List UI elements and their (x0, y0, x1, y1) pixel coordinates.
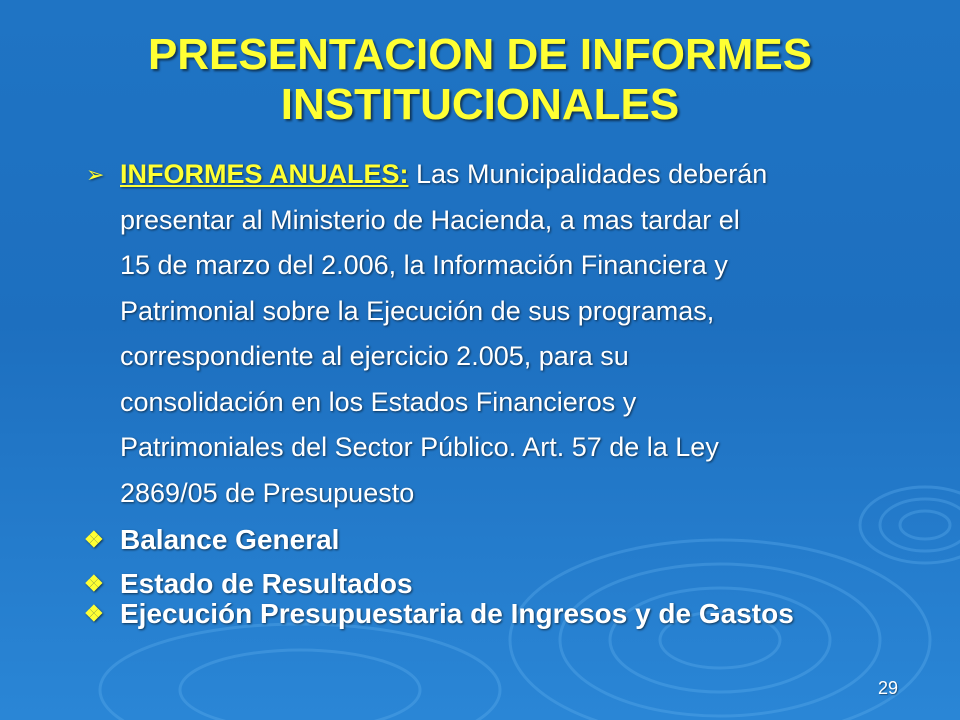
diamond-bullet-icon: ❖ (84, 527, 104, 552)
paragraph-line: INFORMES ANUALES: Las Municipalidades deberán (120, 159, 768, 189)
title-line-2: INSTITUCIONALES (280, 80, 680, 129)
list-item: ❖ Estado de Resultados (82, 562, 902, 606)
paragraph-line: correspondiente al ejercicio 2.005, para su (120, 341, 629, 371)
paragraph-line: consolidación en los Estados Financieros y (120, 386, 637, 417)
paragraph-line: 15 de marzo del 2.006, la Información Financiera y (120, 250, 728, 280)
paragraph-line: 2869/05 de Presupuesto (120, 477, 415, 508)
list-item: ❖ Balance General (82, 520, 902, 560)
diamond-bullet-icon: ❖ (84, 601, 104, 626)
list-item: ❖ Ejecución Presupuestaria de Ingresos y de Gastos (84, 598, 794, 629)
informes-anuales-paragraph (82, 152, 902, 516)
slide-title (0, 30, 960, 130)
paragraph-line: Patrimoniales del Sector Público. Art. 57 de la Ley (120, 432, 719, 462)
report-list (82, 520, 902, 630)
diamond-bullet-icon: ❖ (84, 571, 104, 596)
paragraph-line: Patrimonial sobre la Ejecución de sus programas, (120, 295, 715, 326)
paragraph-line: presentar al Ministerio de Hacienda, a mas tardar el (120, 204, 740, 235)
paragraph-lead: INFORMES ANUALES: (120, 159, 409, 189)
slide-body (82, 152, 902, 630)
arrow-bullet-icon: ➢ (86, 162, 105, 187)
title-line-1: PRESENTACION DE INFORMES (147, 30, 813, 79)
page-number: 29 (878, 678, 899, 698)
